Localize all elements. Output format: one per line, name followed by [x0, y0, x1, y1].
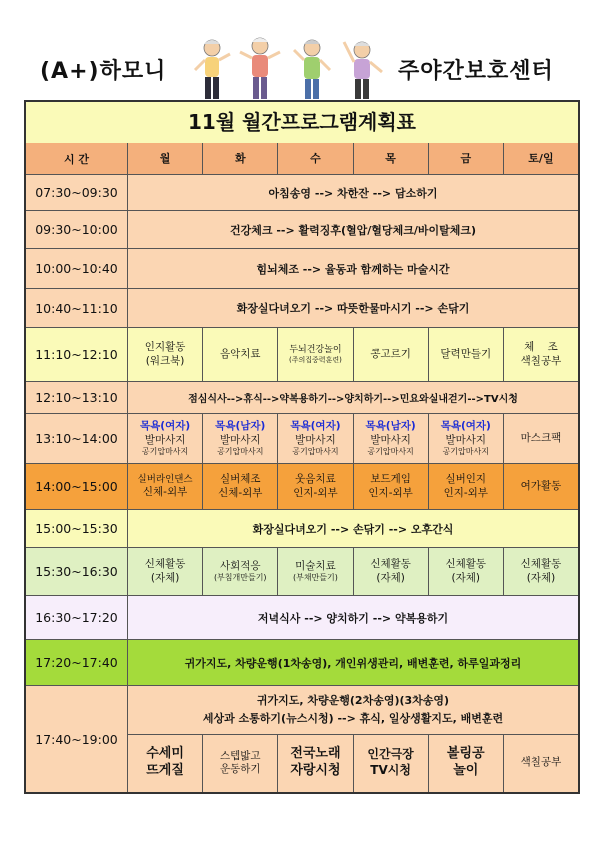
cell-line: 발마사지 [295, 433, 336, 446]
cell-tue [203, 414, 278, 463]
cell-wed [278, 734, 353, 792]
cell-line: (주의집중력훈련) [289, 355, 342, 364]
cell-line: TV시청 [370, 763, 411, 777]
cell-line: 공기압마사지 [141, 446, 189, 456]
cell-line: 인지활동 [144, 341, 186, 354]
bath-label: 목욕(남자) [215, 420, 266, 433]
cell-sat: 색칠공부 [520, 756, 562, 769]
cell-mon [128, 734, 203, 792]
cell-line: 공기압마사지 [367, 446, 414, 456]
cell-fri [429, 548, 504, 595]
bath-label: 목욕(남자) [365, 420, 416, 433]
cell-line: 실버체조 [219, 473, 261, 486]
center-name-right: 주야간보호센터 [398, 59, 554, 84]
row-time: 11:10~12:10 [26, 328, 128, 381]
cell-line: 인지-외부 [443, 486, 488, 499]
cell-line: 신체-외부 [142, 485, 188, 498]
cell-tue: 음악치료 [203, 328, 278, 381]
cell-line: 신체활동 [520, 558, 562, 571]
row-activity: 아침송영 --> 차한잔 --> 담소하기 [268, 186, 438, 200]
row-time: 16:30~17:20 [26, 596, 128, 639]
cell-line: 볼링공 [446, 746, 485, 762]
row-time: 17:40~19:00 [26, 686, 128, 792]
row-activity: 화장실다녀오기 --> 따뜻한물마시기 --> 손닦기 [236, 302, 470, 315]
row-time: 15:30~16:30 [26, 548, 128, 595]
cell-line: 자랑시청 [290, 763, 341, 778]
cell-line: 공기압마사지 [442, 446, 489, 456]
row-activity [128, 686, 578, 735]
cell-sat: 마스크팩 [520, 431, 562, 444]
cell-line: 체 조 [524, 341, 558, 354]
activity-line: 세상과 소통하기(뉴스시청) --> 휴식, 일상생활지도, 배변훈련 [202, 712, 504, 725]
table-header-row [26, 143, 578, 175]
cell-line: 색칠공부 [520, 354, 562, 367]
bath-label: 목욕(여자) [440, 420, 491, 433]
cell-line: (부채만들기) [292, 573, 338, 583]
row-time: 09:30~10:00 [26, 211, 128, 248]
schedule-title: 11월 월간프로그램계획표 [26, 102, 578, 144]
column-header-time: 시 간 [26, 143, 128, 174]
cell-line: 실버인지 [445, 473, 487, 486]
activity-line: 귀가지도, 차량운행(2차송영)(3차송영) [256, 694, 450, 708]
cell-line: 미술치료 [295, 559, 336, 572]
table-row [26, 596, 578, 640]
cell-line: 발마사지 [445, 433, 487, 446]
cell-line: 운동하기 [219, 763, 261, 775]
cell-line: 발마사지 [219, 433, 261, 446]
row-time: 13:10~14:00 [26, 414, 128, 463]
cell-line: (자체) [526, 571, 556, 584]
table-row [26, 382, 578, 414]
bath-label: 목욕(여자) [140, 420, 191, 433]
cell-wed [278, 548, 353, 595]
cell-line: (자체) [150, 571, 180, 584]
cell-line: 신체활동 [144, 558, 186, 571]
row-time: 15:00~15:30 [26, 510, 128, 547]
row-time: 10:00~10:40 [26, 249, 128, 288]
cell-line: 보드게임 [370, 473, 411, 486]
cell-line: 신체활동 [445, 558, 487, 571]
column-header-fri: 금 [429, 143, 504, 174]
cell-sat [504, 548, 578, 595]
row-activity: 귀가지도, 차량운행(1차송영), 개인위생관리, 배변훈련, 하루일과정리 [184, 656, 522, 670]
row-activity: 저녁식사 --> 양치하기 --> 약복용하기 [257, 611, 449, 625]
cell-line: 공기압마사지 [292, 446, 339, 456]
table-row [26, 211, 578, 249]
cell-line: 발마사지 [144, 433, 186, 446]
column-header-sat: 토/일 [528, 151, 554, 165]
cell-thu [354, 548, 429, 595]
cell-line: 공기압마사지 [217, 446, 264, 456]
table-row [26, 289, 578, 328]
row-activity: 힘뇌체조 --> 율동과 함께하는 마술시간 [256, 262, 450, 276]
table-row [26, 548, 578, 596]
row-time: 17:20~17:40 [26, 640, 128, 685]
table-row [26, 175, 578, 211]
cell-line: 수세미 [146, 746, 184, 762]
cell-mon [128, 328, 203, 381]
cell-sat [504, 328, 578, 381]
bath-label: 목욕(여자) [290, 420, 341, 433]
cell-tue [203, 734, 278, 792]
cell-fri: 달력만들기 [429, 328, 504, 381]
cell-line: 전국노래 [290, 746, 341, 762]
cell-thu [354, 734, 429, 792]
cell-line: 인간극장 [367, 747, 414, 762]
cell-wed [278, 464, 353, 509]
cell-line: 웃음치료 [295, 473, 336, 486]
elderly-exercise-illustration [190, 30, 390, 108]
row-time: 12:10~13:10 [26, 382, 128, 413]
column-header-mon: 월 [128, 143, 203, 174]
cell-tue [203, 548, 278, 595]
table-row [26, 249, 578, 289]
cell-wed [278, 328, 353, 381]
row-activity: 건강체크 --> 활력징후(혈압/혈당체크/바이탈체크) [230, 223, 476, 237]
cell-mon [128, 548, 203, 595]
table-row [26, 328, 578, 382]
table-row [26, 686, 578, 792]
cell-sat: 여가활동 [520, 479, 562, 492]
cell-fri [429, 414, 504, 463]
monthly-schedule-table [24, 100, 580, 794]
cell-line: 인지-외부 [368, 486, 413, 499]
row-time: 07:30~09:30 [26, 175, 128, 210]
cell-line: 실버라인댄스 [137, 474, 193, 485]
table-row [26, 414, 578, 464]
cell-line: 인지-외부 [293, 486, 338, 499]
center-name-left: (A+)하모니 [40, 59, 167, 84]
row-activity: 화장실다녀오기 --> 손닦기 --> 오후간식 [252, 522, 454, 536]
cell-line: (자체) [451, 571, 481, 584]
cell-thu: 콩고르기 [354, 328, 429, 381]
row-activity: 점심식사-->휴식-->약복용하기-->양치하기-->민요와실내걷기-->TV시청 [188, 394, 518, 405]
row-time: 14:00~15:00 [26, 464, 128, 509]
page-header [0, 30, 600, 110]
cell-mon [128, 464, 203, 509]
cell-line: 사회적응 [219, 559, 261, 572]
cell-wed [278, 414, 353, 463]
cell-fri [429, 464, 504, 509]
column-header-wed: 수 [278, 143, 353, 174]
cell-thu [354, 414, 429, 463]
cell-mon [128, 414, 203, 463]
cell-line: (부침개만들기) [213, 573, 267, 583]
cell-tue [203, 464, 278, 509]
cell-fri [429, 734, 504, 792]
table-row [26, 510, 578, 548]
cell-line: 발마사지 [370, 433, 411, 446]
cell-line: (워크북) [145, 354, 185, 367]
cell-line: 뜨게질 [146, 763, 184, 778]
cell-line: 놀이 [453, 763, 479, 778]
row-time: 10:40~11:10 [26, 289, 128, 327]
cell-line: 신체-외부 [218, 486, 263, 499]
cell-line: 스텝밟고 [219, 749, 261, 762]
table-row [26, 640, 578, 686]
cell-line: 두뇌건강놀이 [289, 344, 342, 355]
column-header-tue: 화 [203, 143, 278, 174]
cell-line: (자체) [376, 571, 405, 584]
column-header-thu: 목 [354, 143, 429, 174]
cell-thu [354, 464, 429, 509]
table-row [26, 464, 578, 510]
cell-line: 신체활동 [370, 558, 411, 571]
